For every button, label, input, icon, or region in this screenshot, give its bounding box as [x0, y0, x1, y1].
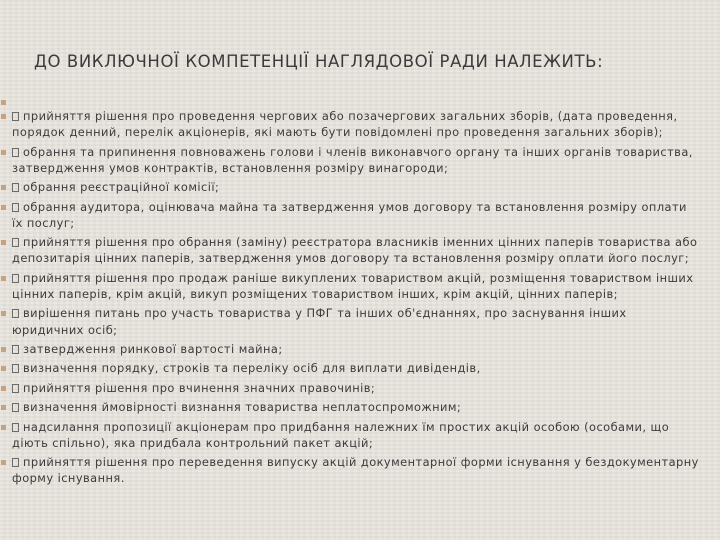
square-bullet-icon: [1, 205, 6, 210]
square-bullet-icon: [1, 460, 6, 465]
missing-glyph-box-icon: [12, 458, 19, 467]
list-item-text: прийняття рішення про переведення випуску акцій документарної форми існування у бездокументарну форму існування.: [12, 455, 699, 486]
square-bullet-icon: [1, 100, 6, 105]
list-item-text: обрання та припинення повноважень голови і членів виконавчого органу та інших органів товариства, затвердження умов контрактів, встановлення розміру винагороди;: [12, 144, 693, 175]
competence-list: [0, 94, 700, 490]
missing-glyph-box-icon: [12, 183, 19, 192]
missing-glyph-box-icon: [12, 345, 19, 354]
square-bullet-icon: [1, 405, 6, 410]
list-item-text: визначення ймовірності визнання товариства неплатоспроможним;: [23, 400, 462, 415]
slide-title: ДО ВИКЛЮЧНОЇ КОМПЕТЕНЦІЇ НАГЛЯДОВОЇ РАДИ НАЛЕЖИТЬ:: [34, 52, 604, 71]
list-item-text: надсилання пропозиції акціонерам про придбання належних їм простих акцій особою (особами, що діють спільно), яка придбала контрольний пакет акцій;: [12, 419, 670, 450]
missing-glyph-box-icon: [12, 203, 19, 212]
list-item: [0, 199, 700, 231]
missing-glyph-box-icon: [12, 309, 19, 318]
list-item: [0, 270, 700, 302]
square-bullet-icon: [1, 185, 6, 190]
list-item: [0, 380, 700, 396]
list-item-text: вирішення питань про участь товариства у ПФГ та інших об'єднаннях, про заснування інших юридичних осіб;: [12, 306, 627, 337]
list-item-text: прийняття рішення про продаж раніше викуплених товариством акцій, розміщення товариством інших цінних паперів, крім акцій, викуп розміщених товариством інших, крім акцій, цінних паперів;: [12, 270, 694, 301]
missing-glyph-box-icon: [12, 112, 19, 121]
list-item: [0, 419, 700, 451]
missing-glyph-box-icon: [12, 364, 19, 373]
square-bullet-icon: [1, 366, 6, 371]
list-item: [0, 144, 700, 176]
list-item: [0, 234, 700, 266]
list-item-text: обрання аудитора, оцінювача майна та затвердження умов договору та встановлення розміру оплати їх послуг;: [12, 199, 687, 230]
square-bullet-icon: [1, 425, 6, 430]
missing-glyph-box-icon: [12, 274, 19, 283]
square-bullet-icon: [1, 276, 6, 281]
list-item: [0, 454, 700, 486]
list-item: [0, 341, 700, 357]
list-item-text: прийняття рішення про обрання (заміну) реєстратора власників іменних цінних паперів товариства або депозитарія цінних паперів, затвердження умов договору та встановлення розміру оплати його послуг;: [12, 235, 698, 266]
square-bullet-icon: [1, 386, 6, 391]
list-item-empty: [0, 94, 700, 105]
square-bullet-icon: [1, 150, 6, 155]
missing-glyph-box-icon: [12, 148, 19, 157]
missing-glyph-box-icon: [12, 238, 19, 247]
list-item: [0, 108, 700, 140]
list-item: [0, 399, 700, 415]
list-item-text: визначення порядку, строків та переліку осіб для виплати дивідендів,: [23, 361, 481, 376]
missing-glyph-box-icon: [12, 423, 19, 432]
list-item-text: затвердження ринкової вартості майна;: [23, 341, 283, 356]
list-item-text: прийняття рішення про проведення чергових або позачергових загальних зборів, (дата проведення, порядок денний, перелік акціонерів, які мають бути повідомлені про проведення загальних зборів);: [12, 109, 678, 140]
list-item: [0, 305, 700, 337]
list-item: [0, 360, 700, 376]
list-item-text: обрання реєстраційної комісії;: [23, 180, 220, 195]
square-bullet-icon: [1, 347, 6, 352]
square-bullet-icon: [1, 240, 6, 245]
list-item: [0, 179, 700, 195]
square-bullet-icon: [1, 311, 6, 316]
list-item-text: прийняття рішення про вчинення значних правочинів;: [23, 380, 376, 395]
missing-glyph-box-icon: [12, 403, 19, 412]
missing-glyph-box-icon: [12, 384, 19, 393]
square-bullet-icon: [1, 114, 6, 119]
